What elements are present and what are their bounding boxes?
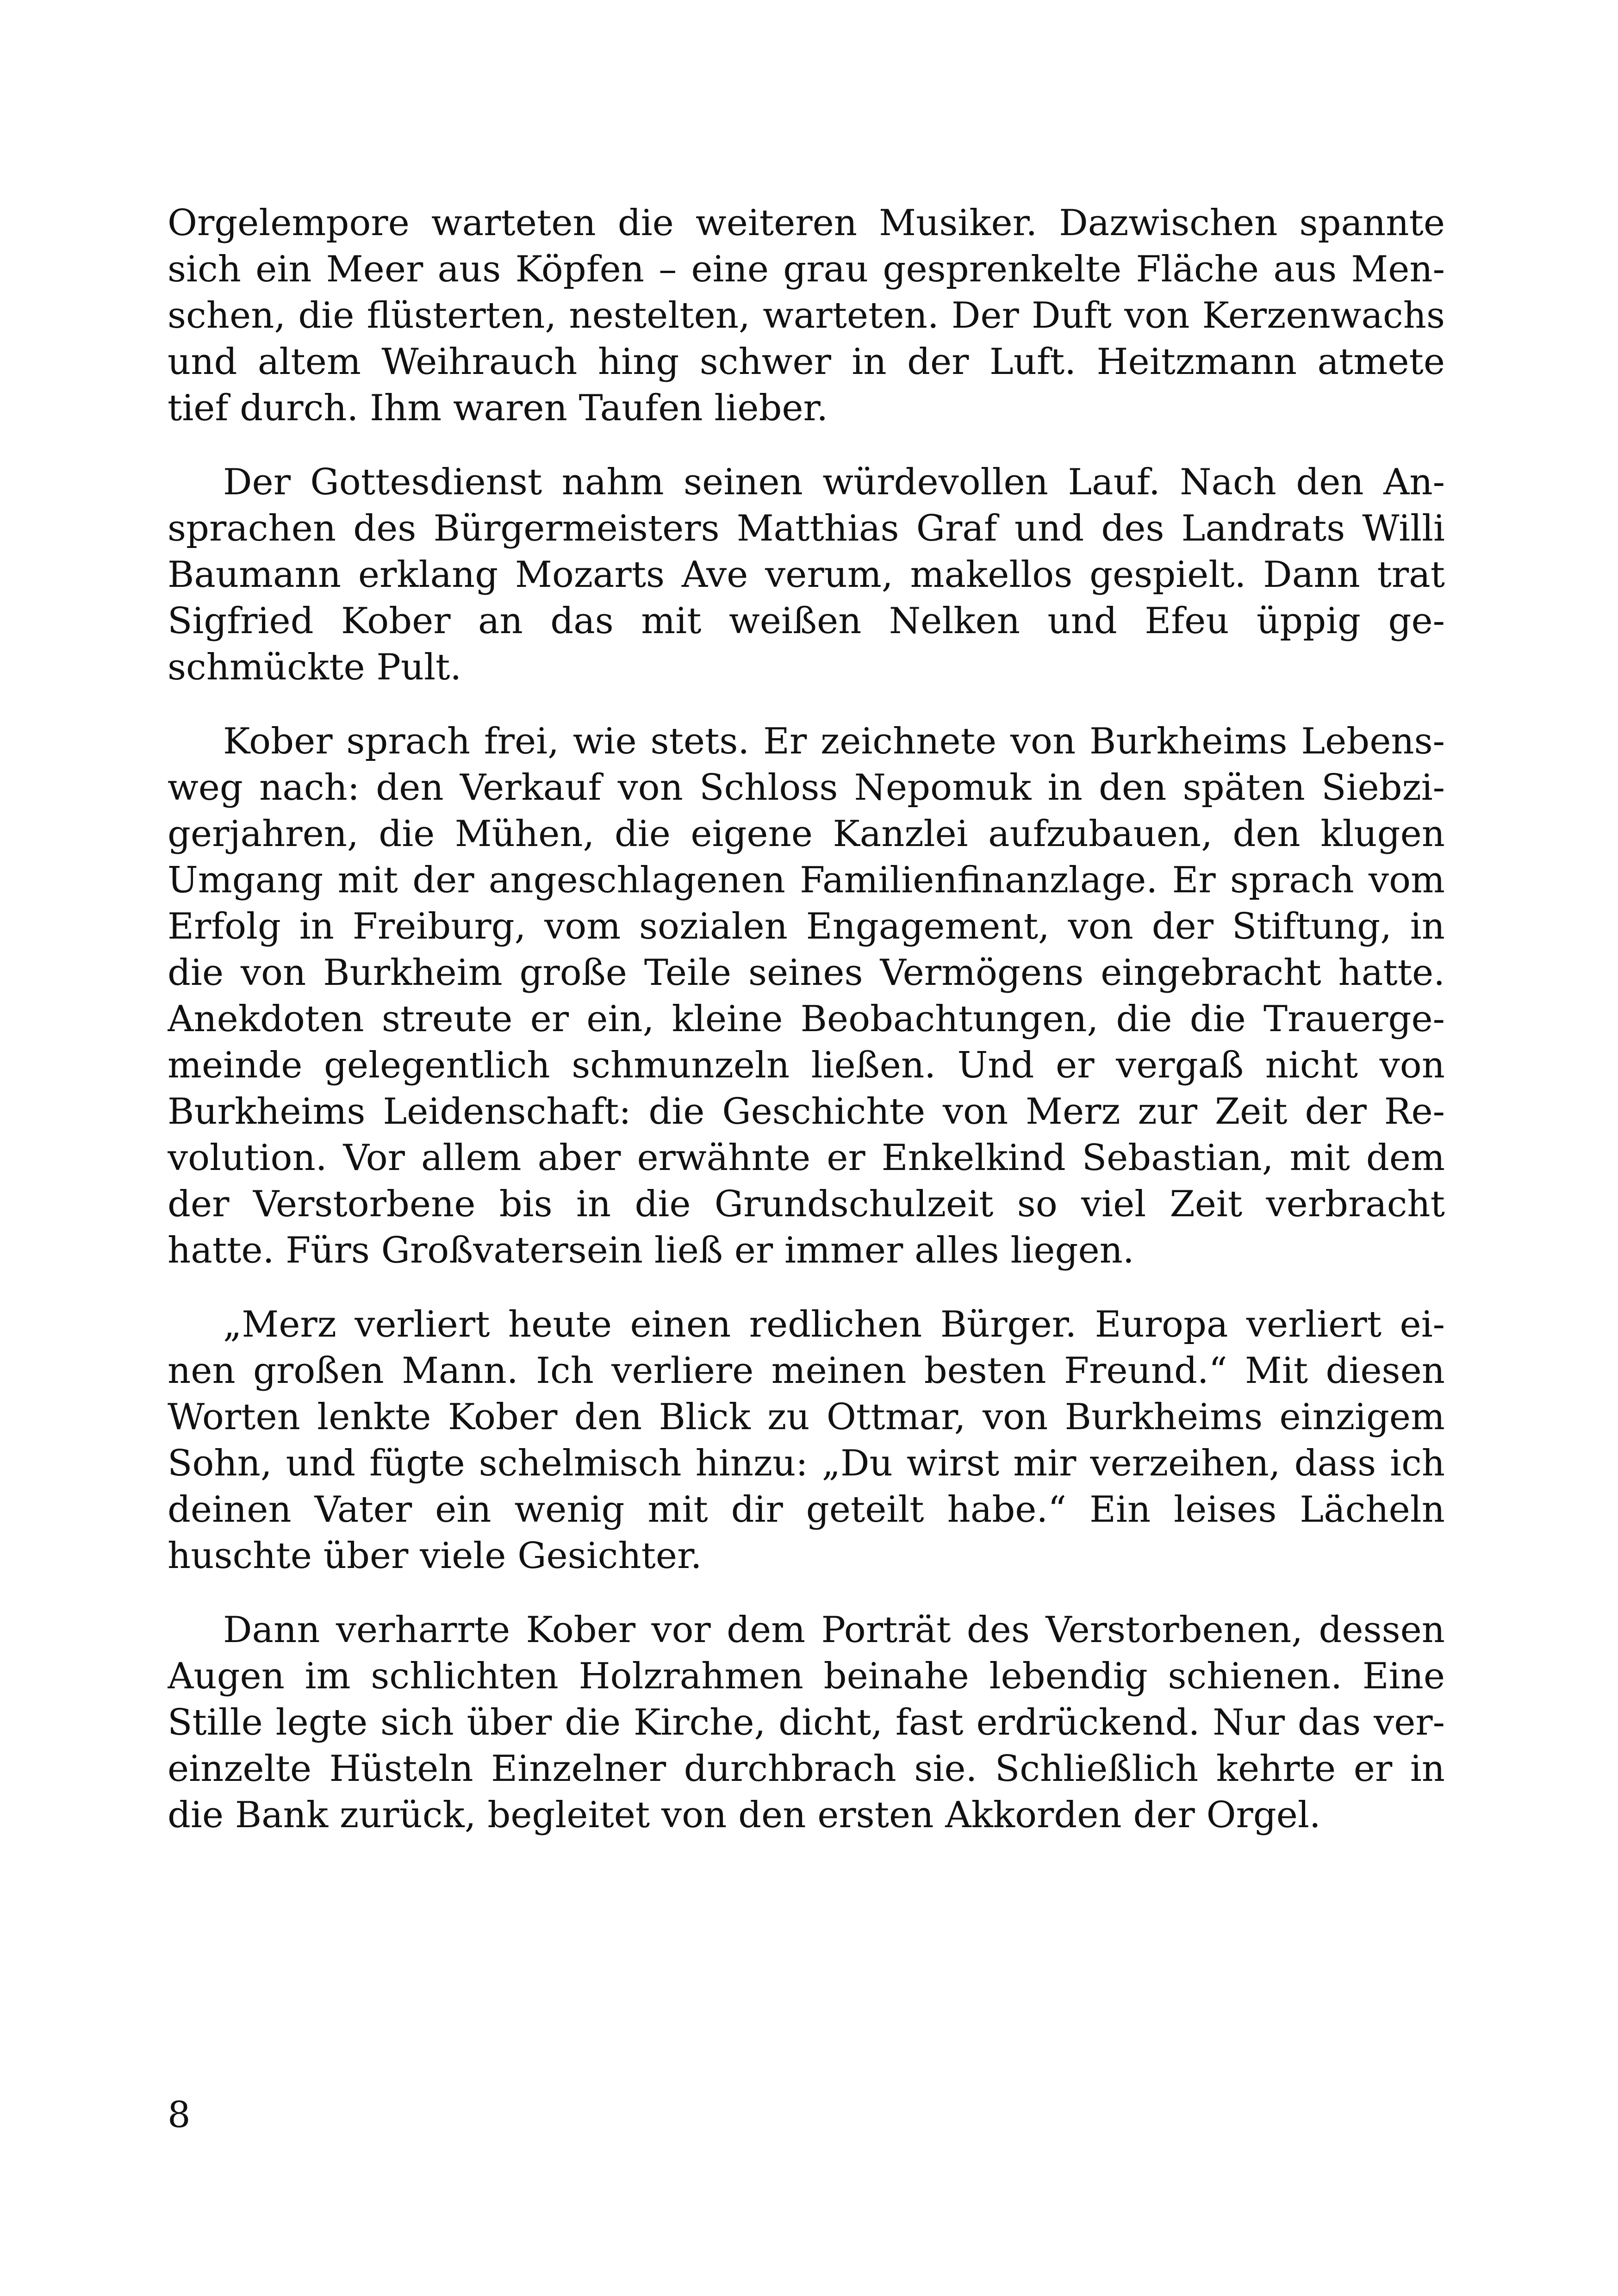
text-line: nen großen Mann. Ich verliere meinen besten Freund.“ Mit diesen (168, 1350, 1445, 1392)
text-line: die Bank zurück, begleitet von den ersten Akkorden der Orgel. (168, 1794, 1321, 1836)
text-line: huschte über viele Gesichter. (168, 1535, 702, 1577)
text-line: weg nach: den Verkauf von Schloss Nepomuk in den späten Siebzi- (168, 767, 1445, 809)
text-line: der Verstorbene bis in die Grundschulzeit so viel Zeit verbracht (168, 1183, 1445, 1225)
text-line: Sohn, und fügte schelmisch hinzu: „Du wirst mir verzeihen, dass ich (168, 1443, 1445, 1484)
text-line: Kober sprach frei, wie stets. Er zeichnete von Burkheims Lebens- (223, 721, 1445, 762)
paragraph-4 (168, 1301, 1445, 1579)
paragraph-1 (168, 200, 1445, 431)
text-line: Orgelempore warteten die weiteren Musiker. Dazwischen spannte (168, 202, 1445, 244)
body-text (168, 200, 1445, 1866)
text-line: Erfolg in Freiburg, vom sozialen Engagement, von der Stiftung, in (168, 906, 1445, 947)
paragraph-2 (168, 459, 1445, 691)
text-line: sprachen des Bürgermeisters Matthias Graf und des Landrats Willi (168, 508, 1445, 549)
text-line: schmückte Pult. (168, 647, 462, 688)
text-line: volution. Vor allem aber erwähnte er Enkelkind Sebastian, mit dem (168, 1137, 1445, 1179)
text-line: Umgang mit der angeschlagenen Familienfinanzlage. Er sprach vom (168, 859, 1445, 901)
text-line: Baumann erklang Mozarts Ave verum, makellos gespielt. Dann trat (168, 554, 1445, 596)
page-number: 8 (168, 2094, 191, 2136)
text-line: Sigfried Kober an das mit weißen Nelken und Efeu üppig ge- (168, 600, 1445, 642)
text-line: und altem Weihrauch hing schwer in der Luft. Heitzmann atmete (168, 341, 1445, 383)
text-line: die von Burkheim große Teile seines Vermögens eingebracht hatte. (168, 952, 1445, 994)
text-line: tief durch. Ihm waren Taufen lieber. (168, 387, 828, 429)
text-line: Burkheims Leidenschaft: die Geschichte von Merz zur Zeit der Re- (168, 1091, 1445, 1132)
paragraph-3 (168, 718, 1445, 1274)
paragraph-5 (168, 1607, 1445, 1838)
text-line: deinen Vater ein wenig mit dir geteilt habe.“ Ein leises Lächeln (168, 1489, 1445, 1531)
text-line: gerjahren, die Mühen, die eigene Kanzlei aufzubauen, den klugen (168, 813, 1445, 855)
text-line: Der Gottesdienst nahm seinen würdevollen Lauf. Nach den An- (223, 461, 1445, 503)
text-line: hatte. Fürs Großvatersein ließ er immer alles liegen. (168, 1230, 1134, 1271)
text-line: Anekdoten streute er ein, kleine Beobachtungen, die die Trauerge- (168, 998, 1445, 1040)
text-line: Worten lenkte Kober den Blick zu Ottmar, von Burkheims einzigem (168, 1396, 1445, 1438)
text-line: Dann verharrte Kober vor dem Porträt des Verstorbenen, dessen (223, 1609, 1445, 1651)
text-line: Augen im schlichten Holzrahmen beinahe lebendig schienen. Eine (168, 1655, 1445, 1697)
text-line: schen, die flüsterten, nestelten, warteten. Der Duft von Kerzenwachs (168, 295, 1445, 336)
text-line: einzelte Hüsteln Einzelner durchbrach sie. Schließlich kehrte er in (168, 1748, 1445, 1790)
text-line: sich ein Meer aus Köpfen – eine grau gesprenkelte Fläche aus Men- (168, 249, 1445, 290)
text-line: „Merz verliert heute einen redlichen Bürger. Europa verliert ei- (223, 1304, 1445, 1345)
text-line: Stille legte sich über die Kirche, dicht, fast erdrückend. Nur das ver- (168, 1702, 1445, 1743)
text-line: meinde gelegentlich schmunzeln ließen. Und er vergaß nicht von (168, 1045, 1445, 1086)
